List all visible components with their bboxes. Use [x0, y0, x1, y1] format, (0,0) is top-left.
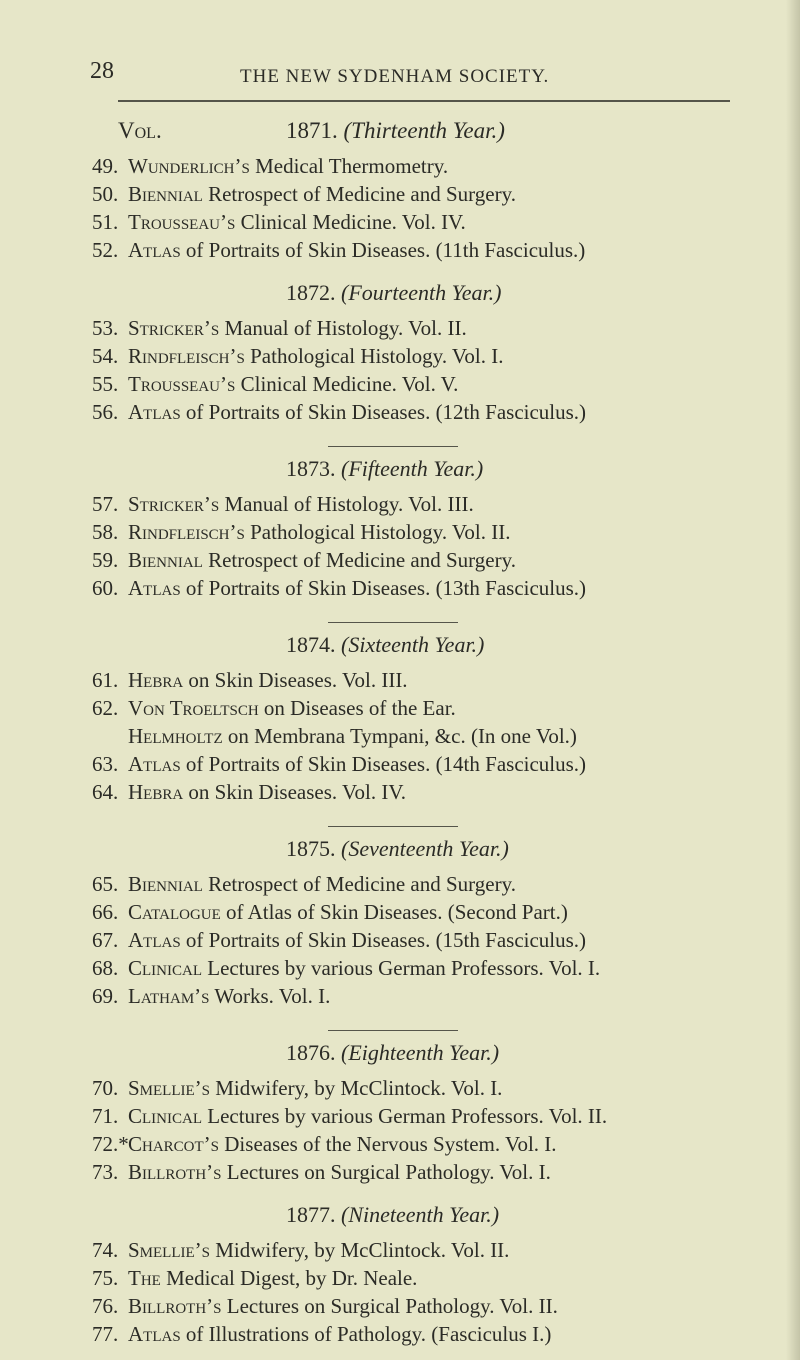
entry-title: Lectures on Surgical Pathology. Vol. II. — [221, 1294, 558, 1318]
year-number: 1871. — [286, 118, 338, 143]
entry-number: 52. — [92, 238, 119, 262]
entry-number: 76. — [92, 1294, 119, 1318]
entry-number: 66. — [92, 900, 119, 924]
year-number: 1874. — [286, 632, 336, 657]
section-1872 — [92, 314, 792, 426]
entry-number: 55. — [92, 372, 119, 396]
list-item — [92, 1320, 792, 1348]
year-title: (Fifteenth Year.) — [341, 456, 484, 481]
list-item — [92, 370, 792, 398]
first-year-heading — [286, 118, 505, 144]
year-number: 1873. — [286, 456, 336, 481]
list-item — [92, 750, 792, 778]
section-1871 — [92, 152, 792, 264]
page-header — [90, 54, 790, 86]
list-item — [92, 180, 792, 208]
entry-name: Billroth’s — [128, 1160, 222, 1184]
entry-number: 58. — [92, 520, 119, 544]
entry-number: 69. — [92, 984, 119, 1008]
entry-number: 75. — [92, 1266, 119, 1290]
entry-number: 64. — [92, 780, 119, 804]
section-heading-1874 — [286, 632, 484, 658]
entry-title: Lectures by various German Professors. Vol. II. — [202, 1104, 608, 1128]
year-number: 1877. — [286, 1202, 336, 1227]
entry-number: 57. — [92, 492, 119, 516]
entry-name: Rindfleisch’s — [128, 520, 245, 544]
entry-name: Trousseau’s — [128, 372, 236, 396]
entry-title: Retrospect of Medicine and Surgery. — [202, 182, 516, 206]
list-item — [92, 954, 792, 982]
entry-number: 60. — [92, 576, 119, 600]
entry-name: Helmholtz — [128, 724, 223, 748]
entry-name: Billroth’s — [128, 1294, 222, 1318]
entry-name: Wunderlich’s — [128, 154, 250, 178]
section-heading-1877 — [286, 1202, 499, 1228]
section-divider — [328, 1030, 458, 1031]
entry-title: Midwifery, by McClintock. Vol. II. — [210, 1238, 510, 1262]
entry-name: Hebra — [128, 668, 184, 692]
entry-title: Clinical Medicine. Vol. IV. — [235, 210, 466, 234]
entry-number: 67. — [92, 928, 119, 952]
section-heading-1876 — [286, 1040, 499, 1066]
entry-name: Clinical — [128, 956, 202, 980]
section-1876 — [92, 1074, 792, 1186]
year-number: 1876. — [286, 1040, 336, 1065]
page-number: 28 — [90, 58, 114, 84]
entry-title: of Portraits of Skin Diseases. (13th Fasciculus.) — [180, 576, 587, 600]
list-item — [92, 926, 792, 954]
list-item — [92, 982, 792, 1010]
year-title: (Sixteenth Year.) — [341, 632, 485, 657]
list-item — [92, 342, 792, 370]
list-item — [92, 722, 792, 750]
entry-number: 70. — [92, 1076, 119, 1100]
entry-number: 50. — [92, 182, 119, 206]
list-item — [92, 1074, 792, 1102]
list-item — [92, 236, 792, 264]
list-item — [92, 1264, 792, 1292]
year-title: (Seventeenth Year.) — [341, 836, 509, 861]
entry-number: 56. — [92, 400, 119, 424]
entry-title: Medical Digest, by Dr. Neale. — [160, 1266, 418, 1290]
section-divider — [328, 446, 458, 447]
entry-title: of Portraits of Skin Diseases. (14th Fasciculus.) — [180, 752, 587, 776]
entry-name: Charcot’s — [128, 1132, 220, 1156]
entry-name: Stricker’s — [128, 316, 220, 340]
running-head: THE NEW SYDENHAM SOCIETY. — [240, 66, 550, 87]
entry-name: Catalogue — [128, 900, 221, 924]
list-item — [92, 574, 792, 602]
entry-title: Works. Vol. I. — [209, 984, 331, 1008]
entry-number: 61. — [92, 668, 119, 692]
year-number: 1875. — [286, 836, 336, 861]
section-1873 — [92, 490, 792, 602]
entry-number: 71. — [92, 1104, 119, 1128]
entry-number: 54. — [92, 344, 119, 368]
year-title: (Fourteenth Year.) — [341, 280, 502, 305]
entry-number: 74. — [92, 1238, 119, 1262]
entry-number: 63. — [92, 752, 119, 776]
entry-title: of Illustrations of Pathology. (Fasciculus I.) — [180, 1322, 552, 1346]
entry-title: Medical Thermometry. — [249, 154, 449, 178]
entry-name: Latham’s — [128, 984, 210, 1008]
entry-name: Smellie’s — [128, 1076, 210, 1100]
list-item — [92, 152, 792, 180]
entry-title: Retrospect of Medicine and Surgery. — [202, 872, 516, 896]
list-item — [92, 694, 792, 722]
section-heading-1872 — [286, 280, 502, 306]
list-item — [92, 898, 792, 926]
column-head — [118, 118, 718, 152]
entry-title: Retrospect of Medicine and Surgery. — [202, 548, 516, 572]
entry-number: 51. — [92, 210, 119, 234]
list-item — [92, 490, 792, 518]
entry-title: Pathological Histology. Vol. II. — [244, 520, 511, 544]
list-item — [92, 208, 792, 236]
entry-name: Atlas — [128, 238, 181, 262]
section-1874 — [92, 666, 792, 806]
list-item — [92, 666, 792, 694]
entry-number: 72.* — [92, 1132, 129, 1156]
entry-name: Atlas — [128, 752, 181, 776]
year-title: (Thirteenth Year.) — [343, 118, 505, 143]
entry-name: Stricker’s — [128, 492, 220, 516]
entry-title: of Portraits of Skin Diseases. (11th Fasciculus.) — [180, 238, 586, 262]
year-title: (Nineteenth Year.) — [341, 1202, 500, 1227]
entry-title: of Portraits of Skin Diseases. (15th Fasciculus.) — [180, 928, 587, 952]
list-item — [92, 314, 792, 342]
list-item — [92, 1102, 792, 1130]
page-edge-shadow — [786, 0, 800, 1360]
entry-name: Atlas — [128, 928, 181, 952]
section-1875 — [92, 870, 792, 1010]
entry-title: of Portraits of Skin Diseases. (12th Fasciculus.) — [180, 400, 587, 424]
vol-label: Vol. — [118, 118, 162, 143]
list-item — [92, 1158, 792, 1186]
header-rule — [118, 100, 730, 102]
entry-number: 49. — [92, 154, 119, 178]
entry-number: 77. — [92, 1322, 119, 1346]
entry-title: Midwifery, by McClintock. Vol. I. — [210, 1076, 503, 1100]
entry-title: Manual of Histology. Vol. III. — [219, 492, 474, 516]
section-divider — [328, 826, 458, 827]
entry-title: on Diseases of the Ear. — [258, 696, 456, 720]
entry-number: 65. — [92, 872, 119, 896]
list-item — [92, 518, 792, 546]
entry-title: Lectures on Surgical Pathology. Vol. I. — [221, 1160, 551, 1184]
entry-title: on Membrana Tympani, &c. (In one Vol.) — [222, 724, 577, 748]
entry-number: 73. — [92, 1160, 119, 1184]
entry-name: Atlas — [128, 400, 181, 424]
entry-title: on Skin Diseases. Vol. IV. — [183, 780, 407, 804]
entry-name: Trousseau’s — [128, 210, 236, 234]
entry-name: Hebra — [128, 780, 184, 804]
list-item — [92, 546, 792, 574]
entry-name: Biennial — [128, 548, 203, 572]
section-heading-1873 — [286, 456, 483, 482]
list-item — [92, 778, 792, 806]
entry-title: on Skin Diseases. Vol. III. — [183, 668, 408, 692]
entry-title: Manual of Histology. Vol. II. — [219, 316, 467, 340]
list-item — [92, 1236, 792, 1264]
entry-name: Biennial — [128, 182, 203, 206]
entry-name: Smellie’s — [128, 1238, 210, 1262]
entry-name: Atlas — [128, 1322, 181, 1346]
section-1877 — [92, 1236, 792, 1348]
entry-title: Diseases of the Nervous System. Vol. I. — [219, 1132, 557, 1156]
section-divider — [328, 622, 458, 623]
entry-name: The — [128, 1266, 161, 1290]
entry-number: 68. — [92, 956, 119, 980]
entry-number: 59. — [92, 548, 119, 572]
entry-name: Von Troeltsch — [128, 696, 259, 720]
entry-title: Lectures by various German Professors. Vol. I. — [202, 956, 601, 980]
list-item — [92, 1130, 792, 1158]
entry-number: 53. — [92, 316, 119, 340]
entry-name: Clinical — [128, 1104, 202, 1128]
list-item — [92, 398, 792, 426]
entry-name: Atlas — [128, 576, 181, 600]
year-title: (Eighteenth Year.) — [341, 1040, 500, 1065]
entry-title: Clinical Medicine. Vol. V. — [235, 372, 459, 396]
list-item — [92, 1292, 792, 1320]
entry-title: of Atlas of Skin Diseases. (Second Part.) — [220, 900, 568, 924]
section-heading-1875 — [286, 836, 509, 862]
entry-number: 62. — [92, 696, 119, 720]
entry-title: Pathological Histology. Vol. I. — [244, 344, 504, 368]
entry-name: Rindfleisch’s — [128, 344, 245, 368]
list-item — [92, 870, 792, 898]
year-number: 1872. — [286, 280, 336, 305]
entry-name: Biennial — [128, 872, 203, 896]
